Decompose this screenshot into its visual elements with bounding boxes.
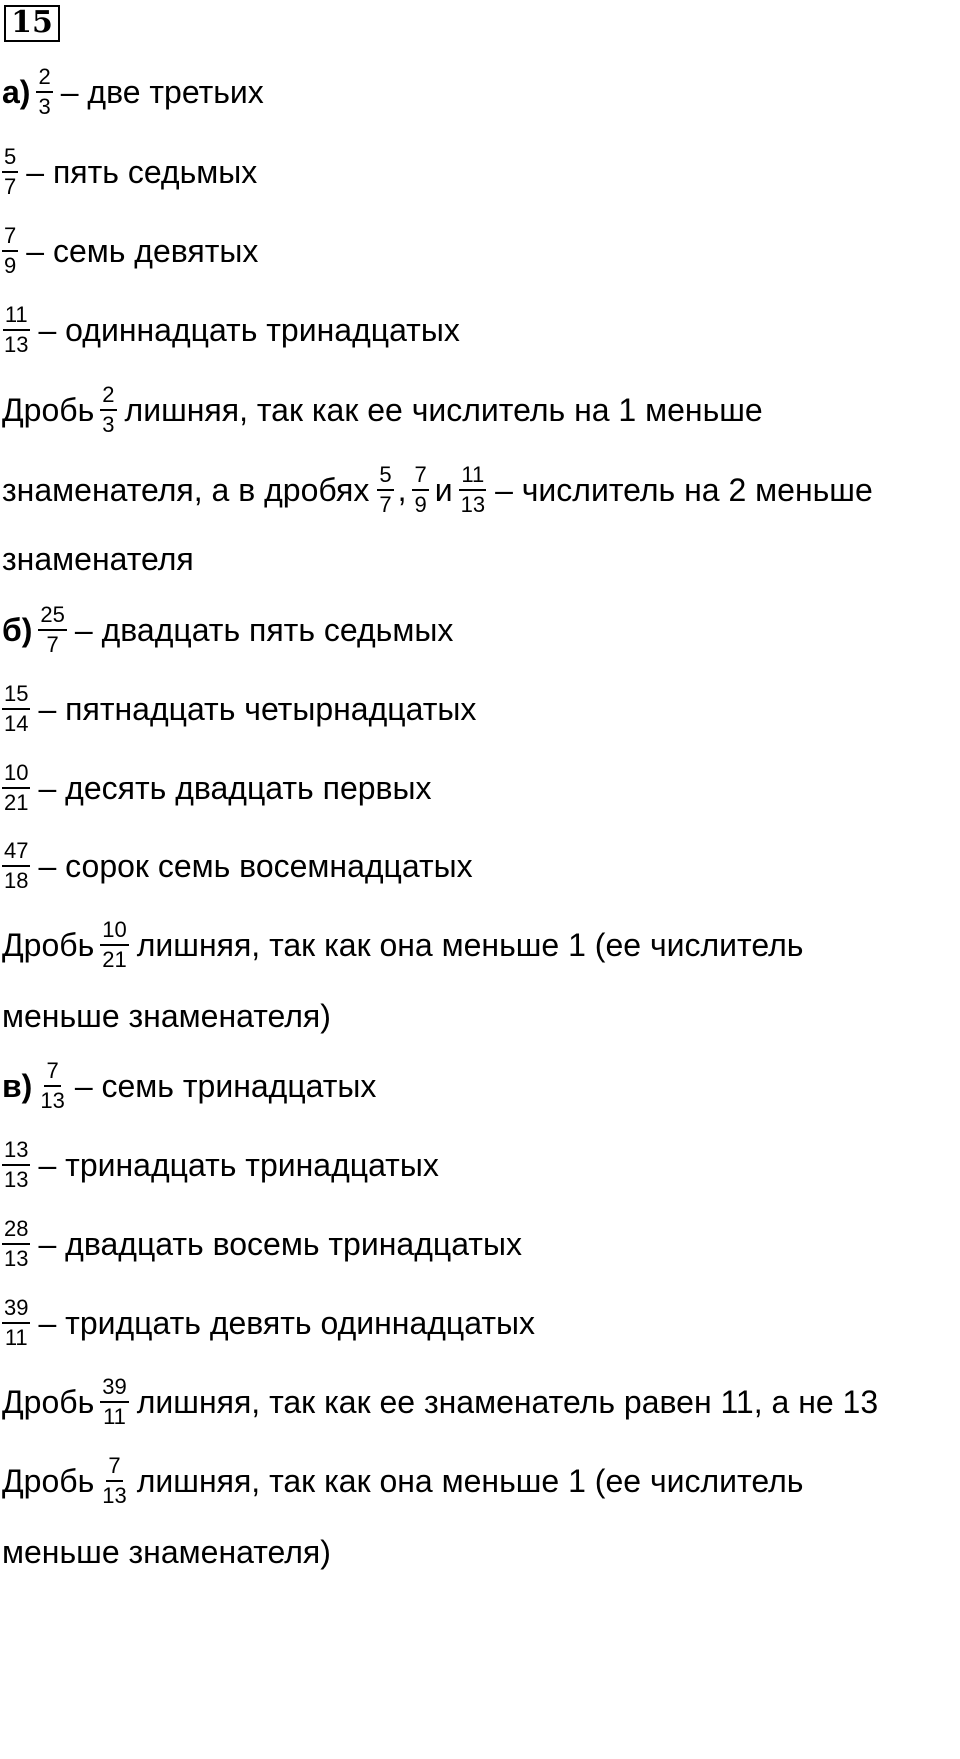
section-b-item-3 (2, 760, 432, 815)
section-a-item-1 (2, 64, 264, 119)
denominator: 13 (4, 332, 29, 357)
fraction-name: – семь девятых (26, 233, 259, 269)
numerator: 5 (377, 461, 393, 491)
conclusion-text: меньше знаменателя) (2, 998, 331, 1034)
section-c-conclusion-1 (2, 1374, 879, 1429)
conclusion-text: Дробь (2, 392, 95, 428)
denominator: 13 (460, 492, 486, 517)
fraction (377, 461, 393, 519)
denominator: 7 (4, 174, 17, 199)
fraction (2, 143, 18, 201)
conclusion-text: лишняя, так как она меньше 1 (ее числитель (136, 1463, 804, 1499)
denominator: 11 (4, 1325, 28, 1350)
fraction (100, 381, 116, 439)
section-a-item-2 (2, 144, 258, 199)
fraction (38, 601, 66, 659)
numerator: 7 (44, 1057, 60, 1087)
section-b-label: б) (2, 612, 33, 648)
denominator: 21 (4, 790, 29, 815)
conclusion-text: – числитель на 2 меньше (495, 472, 873, 508)
numerator: 10 (2, 759, 30, 789)
fraction-name: – двадцать пять седьмых (74, 612, 454, 648)
numerator: 10 (100, 916, 128, 946)
section-a-label: а) (2, 74, 31, 110)
numerator: 39 (2, 1294, 30, 1324)
section-b-item-4 (2, 838, 473, 893)
numerator: 28 (2, 1215, 30, 1245)
denominator: 13 (102, 1483, 127, 1508)
fraction (2, 1294, 30, 1352)
fraction-name: – тридцать девять одиннадцатых (38, 1305, 535, 1341)
fraction (100, 1452, 128, 1510)
separator: и (434, 472, 453, 508)
fraction (2, 1215, 30, 1273)
section-c-item-1 (2, 1058, 377, 1113)
denominator: 21 (102, 947, 127, 972)
fraction (2, 680, 30, 738)
conclusion-text: лишняя, так как ее знаменатель равен 11, а не 13 (136, 1384, 879, 1420)
denominator: 18 (4, 868, 29, 893)
section-c-label: в) (2, 1068, 33, 1104)
denominator: 9 (4, 253, 17, 278)
section-b-item-1 (2, 602, 454, 657)
fraction-name: – пять седьмых (26, 154, 258, 190)
section-b-conclusion-line-1 (2, 917, 804, 972)
section-b-item-2 (2, 681, 477, 736)
conclusion-text: лишняя, так как она меньше 1 (ее числитель (136, 927, 804, 963)
denominator: 14 (4, 711, 29, 736)
fraction (2, 222, 18, 280)
fraction-name: – пятнадцать четырнадцатых (38, 691, 477, 727)
section-c-item-3 (2, 1216, 522, 1271)
conclusion-text: Дробь (2, 927, 95, 963)
fraction-name: – десять двадцать первых (38, 770, 432, 806)
denominator: 7 (46, 632, 59, 657)
numerator: 11 (459, 461, 486, 491)
fraction-name: – одиннадцать тринадцатых (38, 312, 460, 348)
conclusion-text: Дробь (2, 1384, 95, 1420)
section-a-conclusion-line-2 (2, 462, 873, 517)
numerator: 25 (38, 601, 66, 631)
numerator: 7 (412, 461, 428, 491)
numerator: 2 (36, 63, 52, 93)
fraction-name: – две третьих (60, 74, 264, 110)
section-c-conclusion-2-line-2 (2, 1532, 331, 1572)
conclusion-text: знаменателя (2, 541, 194, 577)
fraction-name: – двадцать восемь тринадцатых (38, 1226, 522, 1262)
fraction (412, 461, 428, 519)
fraction (2, 1136, 30, 1194)
denominator: 7 (379, 492, 392, 517)
section-a-item-4 (2, 302, 460, 357)
conclusion-text: Дробь (2, 1463, 95, 1499)
numerator: 47 (2, 837, 30, 867)
numerator: 11 (3, 301, 30, 331)
section-a-item-3 (2, 223, 259, 278)
denominator: 13 (4, 1167, 29, 1192)
section-c-item-2 (2, 1137, 439, 1192)
fraction (2, 759, 30, 817)
fraction (100, 1373, 128, 1431)
numerator: 15 (2, 680, 30, 710)
numerator: 7 (2, 222, 18, 252)
denominator: 9 (414, 492, 427, 517)
denominator: 3 (102, 412, 115, 437)
fraction (459, 461, 487, 519)
separator: , (397, 472, 407, 508)
conclusion-text: меньше знаменателя) (2, 1534, 331, 1570)
numerator: 7 (106, 1452, 122, 1482)
section-c-item-4 (2, 1295, 535, 1350)
denominator: 13 (4, 1246, 29, 1271)
conclusion-text: лишняя, так как ее числитель на 1 меньше (124, 392, 763, 428)
fraction (100, 916, 128, 974)
fraction-name: – тринадцать тринадцатых (38, 1147, 439, 1183)
section-a-conclusion-line-3 (2, 539, 194, 579)
denominator: 13 (40, 1088, 65, 1113)
fraction-name: – сорок семь восемнадцатых (38, 848, 473, 884)
section-a-conclusion-line-1 (2, 382, 763, 437)
fraction (2, 837, 30, 895)
fraction-name: – семь тринадцатых (74, 1068, 377, 1104)
numerator: 5 (2, 143, 18, 173)
numerator: 39 (100, 1373, 128, 1403)
section-c-conclusion-2-line-1 (2, 1453, 804, 1508)
conclusion-text: знаменателя, а в дробях (2, 472, 370, 508)
fraction (36, 63, 52, 121)
section-b-conclusion-line-2 (2, 996, 331, 1036)
denominator: 11 (103, 1404, 126, 1429)
fraction (2, 301, 30, 359)
numerator: 13 (2, 1136, 30, 1166)
numerator: 2 (100, 381, 116, 411)
fraction (38, 1057, 66, 1115)
denominator: 3 (38, 94, 51, 119)
task-number-box: 15 (4, 5, 60, 42)
